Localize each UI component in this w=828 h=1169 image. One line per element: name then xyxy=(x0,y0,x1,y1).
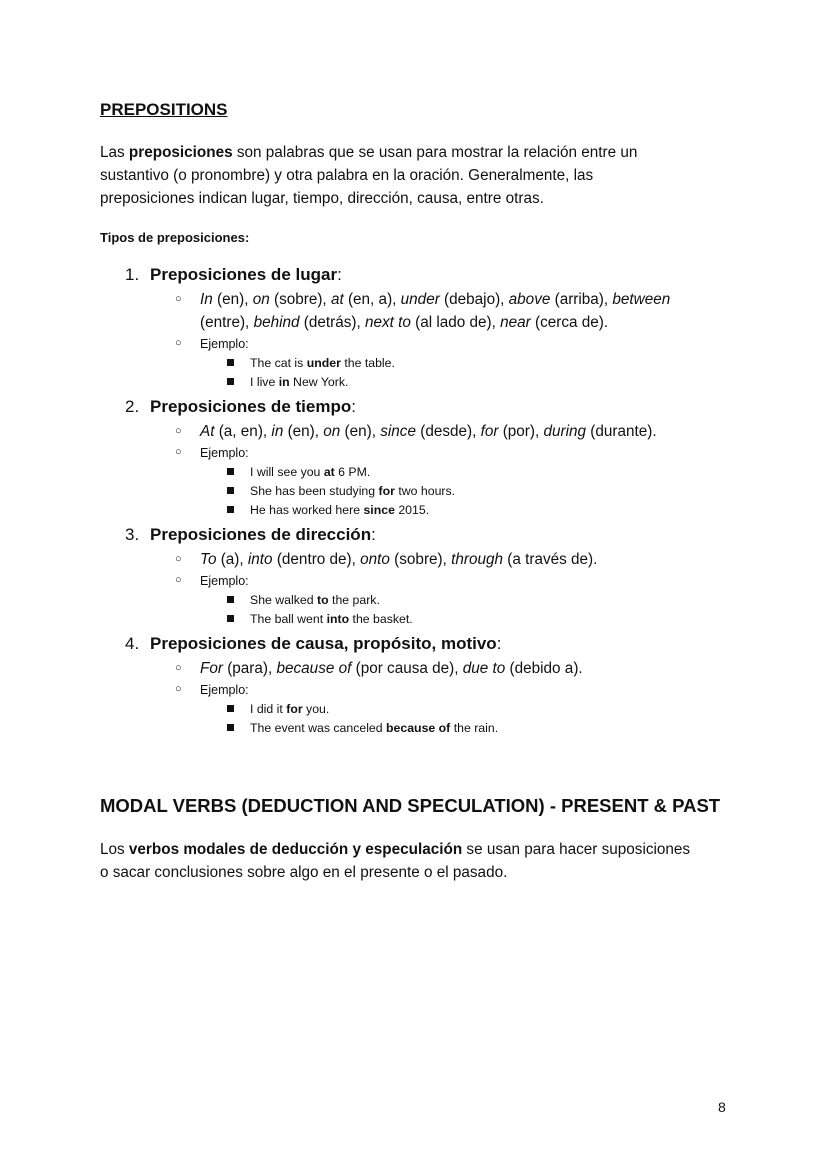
example-label: Ejemplo: xyxy=(200,446,249,460)
item-title-text: Preposiciones de lugar xyxy=(150,265,338,284)
sub-bullet xyxy=(0,657,828,680)
text-run: I did it xyxy=(250,702,287,716)
square-bullet-icon xyxy=(227,468,234,475)
text-run: She walked xyxy=(250,593,317,607)
hollow-circle-bullet-icon: ○ xyxy=(175,662,182,674)
text-run: I will see you xyxy=(250,465,324,479)
italic-text: between xyxy=(612,291,671,308)
text-run: (en), xyxy=(340,423,381,440)
text-run: sustantivo (o pronombre) y otra palabra en la oración. Generalmente, las xyxy=(100,167,594,184)
example-item xyxy=(0,482,828,501)
italic-text: next to xyxy=(364,314,411,331)
text-run: (detrás), xyxy=(299,314,365,331)
text-run: se usan para hacer suposiciones xyxy=(462,841,691,858)
text-run: the park. xyxy=(328,593,380,607)
list-item xyxy=(0,263,828,287)
section-heading-prepositions: PREPOSITIONS xyxy=(100,100,228,119)
italic-text: onto xyxy=(360,551,390,568)
text-run: Las xyxy=(100,144,129,161)
italic-text: for xyxy=(480,423,499,440)
italic-text: on xyxy=(323,423,341,440)
text-run: (entre), xyxy=(200,314,254,331)
example-item xyxy=(0,719,828,738)
text-run: (en), xyxy=(212,291,253,308)
text-run: son palabras que se usan para mostrar la relación entre un xyxy=(232,144,638,161)
text-run: New York. xyxy=(289,375,349,389)
example-label: Ejemplo: xyxy=(200,683,249,697)
text-run: I live xyxy=(250,375,279,389)
text-run: (arriba), xyxy=(550,291,613,308)
text-run: the rain. xyxy=(450,721,499,735)
bold-text: into xyxy=(326,612,350,626)
sub-bullet xyxy=(0,288,828,334)
list-item xyxy=(0,632,828,656)
italic-text: because of xyxy=(276,660,352,677)
text-run: the basket. xyxy=(349,612,413,626)
preposition-line xyxy=(200,548,828,571)
preposition-line xyxy=(200,657,828,680)
italic-text: during xyxy=(543,423,587,440)
text-run: (por), xyxy=(498,423,544,440)
modal-paragraph xyxy=(100,838,690,884)
sub-bullet xyxy=(0,571,828,591)
list-item xyxy=(0,395,828,419)
types-label: Tipos de preposiciones: xyxy=(100,230,250,245)
square-bullet-icon xyxy=(227,378,234,385)
bold-text: since xyxy=(363,503,395,517)
square-bullet-icon xyxy=(227,615,234,622)
sub-bullet xyxy=(0,680,828,700)
hollow-circle-bullet-icon: ○ xyxy=(175,446,182,458)
text-run: The cat is xyxy=(250,356,307,370)
italic-text: In xyxy=(200,291,213,308)
paragraph-line xyxy=(100,861,690,884)
bold-text: verbos modales de deducción y especulación xyxy=(128,841,463,858)
text-run: (a través de). xyxy=(503,551,598,568)
text-run: Los xyxy=(100,841,129,858)
italic-text: near xyxy=(500,314,531,331)
item-title-colon: : xyxy=(351,397,356,416)
text-run: (dentro de), xyxy=(272,551,361,568)
square-bullet-icon xyxy=(227,596,234,603)
example-item xyxy=(0,463,828,482)
square-bullet-icon xyxy=(227,705,234,712)
italic-text: into xyxy=(247,551,273,568)
italic-text: due to xyxy=(462,660,506,677)
text-run: (debajo), xyxy=(439,291,509,308)
text-run: (durante). xyxy=(586,423,657,440)
preposition-line xyxy=(200,288,828,311)
paragraph-line xyxy=(100,838,690,861)
text-run: (por causa de), xyxy=(351,660,463,677)
text-run: He has worked here xyxy=(250,503,364,517)
square-bullet-icon xyxy=(227,724,234,731)
hollow-circle-bullet-icon: ○ xyxy=(175,574,182,586)
item-title-colon: : xyxy=(496,634,502,653)
italic-text: behind xyxy=(253,314,300,331)
text-run: preposiciones indican lugar, tiempo, dirección, causa, entre otras. xyxy=(100,190,544,207)
bold-text: in xyxy=(278,375,290,389)
item-number: 4. xyxy=(125,634,140,653)
bold-text: at xyxy=(323,465,335,479)
example-label: Ejemplo: xyxy=(200,337,249,351)
text-run: (desde), xyxy=(415,423,481,440)
item-title xyxy=(150,263,342,287)
example-label: Ejemplo: xyxy=(200,574,249,588)
italic-text: on xyxy=(252,291,270,308)
bold-text: under xyxy=(306,356,341,370)
text-run: The event was canceled xyxy=(250,721,387,735)
text-run: (sobre), xyxy=(389,551,452,568)
paragraph-line xyxy=(100,141,637,164)
sub-bullet xyxy=(0,334,828,354)
example-item xyxy=(0,354,828,373)
hollow-circle-bullet-icon: ○ xyxy=(175,293,182,305)
example-item xyxy=(0,501,828,520)
section-heading-modal-verbs: MODAL VERBS (DEDUCTION AND SPECULATION) - PRESENT & PAST xyxy=(100,795,721,816)
hollow-circle-bullet-icon: ○ xyxy=(175,337,182,349)
text-run: (sobre), xyxy=(269,291,331,308)
preposition-line xyxy=(200,420,828,443)
item-title-colon: : xyxy=(371,525,376,544)
text-run: (a), xyxy=(216,551,248,568)
text-run: the table. xyxy=(340,356,395,370)
example-item xyxy=(0,700,828,719)
page-number: 8 xyxy=(718,1099,726,1115)
italic-text: since xyxy=(380,423,416,440)
sub-bullet xyxy=(0,548,828,571)
item-title-text: Preposiciones de dirección xyxy=(150,525,372,544)
item-title xyxy=(150,632,501,656)
item-title-text: Preposiciones de causa, propósito, motivo xyxy=(150,634,497,653)
text-run: you. xyxy=(302,702,330,716)
bold-text: because of xyxy=(386,721,451,735)
bold-text: to xyxy=(317,593,329,607)
text-run: 6 PM. xyxy=(334,465,371,479)
square-bullet-icon xyxy=(227,487,234,494)
example-item xyxy=(0,373,828,392)
item-title-text: Preposiciones de tiempo xyxy=(150,397,352,416)
italic-text: at xyxy=(330,291,344,308)
hollow-circle-bullet-icon: ○ xyxy=(175,683,182,695)
sub-bullet xyxy=(0,420,828,443)
italic-text: For xyxy=(200,660,223,677)
italic-text: through xyxy=(451,551,504,568)
item-number: 3. xyxy=(125,525,140,544)
sub-bullet xyxy=(0,443,828,463)
italic-text: in xyxy=(271,423,284,440)
text-run: (en, a), xyxy=(343,291,401,308)
text-run: (en), xyxy=(283,423,324,440)
item-title-colon: : xyxy=(337,265,342,284)
preposition-line xyxy=(200,311,828,334)
example-item xyxy=(0,610,828,629)
example-item xyxy=(0,591,828,610)
text-run: (para), xyxy=(222,660,277,677)
bold-text: for xyxy=(286,702,303,716)
item-number: 1. xyxy=(125,265,140,284)
prepositions-list xyxy=(0,263,828,738)
hollow-circle-bullet-icon: ○ xyxy=(175,553,182,565)
text-run: The ball went xyxy=(250,612,327,626)
item-title xyxy=(150,395,356,419)
text-run: (al lado de), xyxy=(410,314,501,331)
text-run: (cerca de). xyxy=(530,314,609,331)
text-run: 2015. xyxy=(394,503,430,517)
bold-text: for xyxy=(378,484,395,498)
italic-text: above xyxy=(508,291,551,308)
square-bullet-icon xyxy=(227,506,234,513)
paragraph-line xyxy=(100,187,637,210)
text-run: (a, en), xyxy=(214,423,272,440)
text-run: two hours. xyxy=(394,484,456,498)
item-number: 2. xyxy=(125,397,140,416)
italic-text: At xyxy=(200,423,215,440)
square-bullet-icon xyxy=(227,359,234,366)
list-item xyxy=(0,523,828,547)
item-title xyxy=(150,523,376,547)
bold-text: preposiciones xyxy=(128,144,233,161)
hollow-circle-bullet-icon: ○ xyxy=(175,425,182,437)
paragraph-line xyxy=(100,164,637,187)
text-run: o sacar conclusiones sobre algo en el presente o el pasado. xyxy=(100,864,508,881)
text-run: (debido a). xyxy=(505,660,583,677)
italic-text: under xyxy=(400,291,440,308)
italic-text: To xyxy=(200,551,217,568)
intro-paragraph xyxy=(100,141,637,210)
text-run: She has been studying xyxy=(250,484,379,498)
